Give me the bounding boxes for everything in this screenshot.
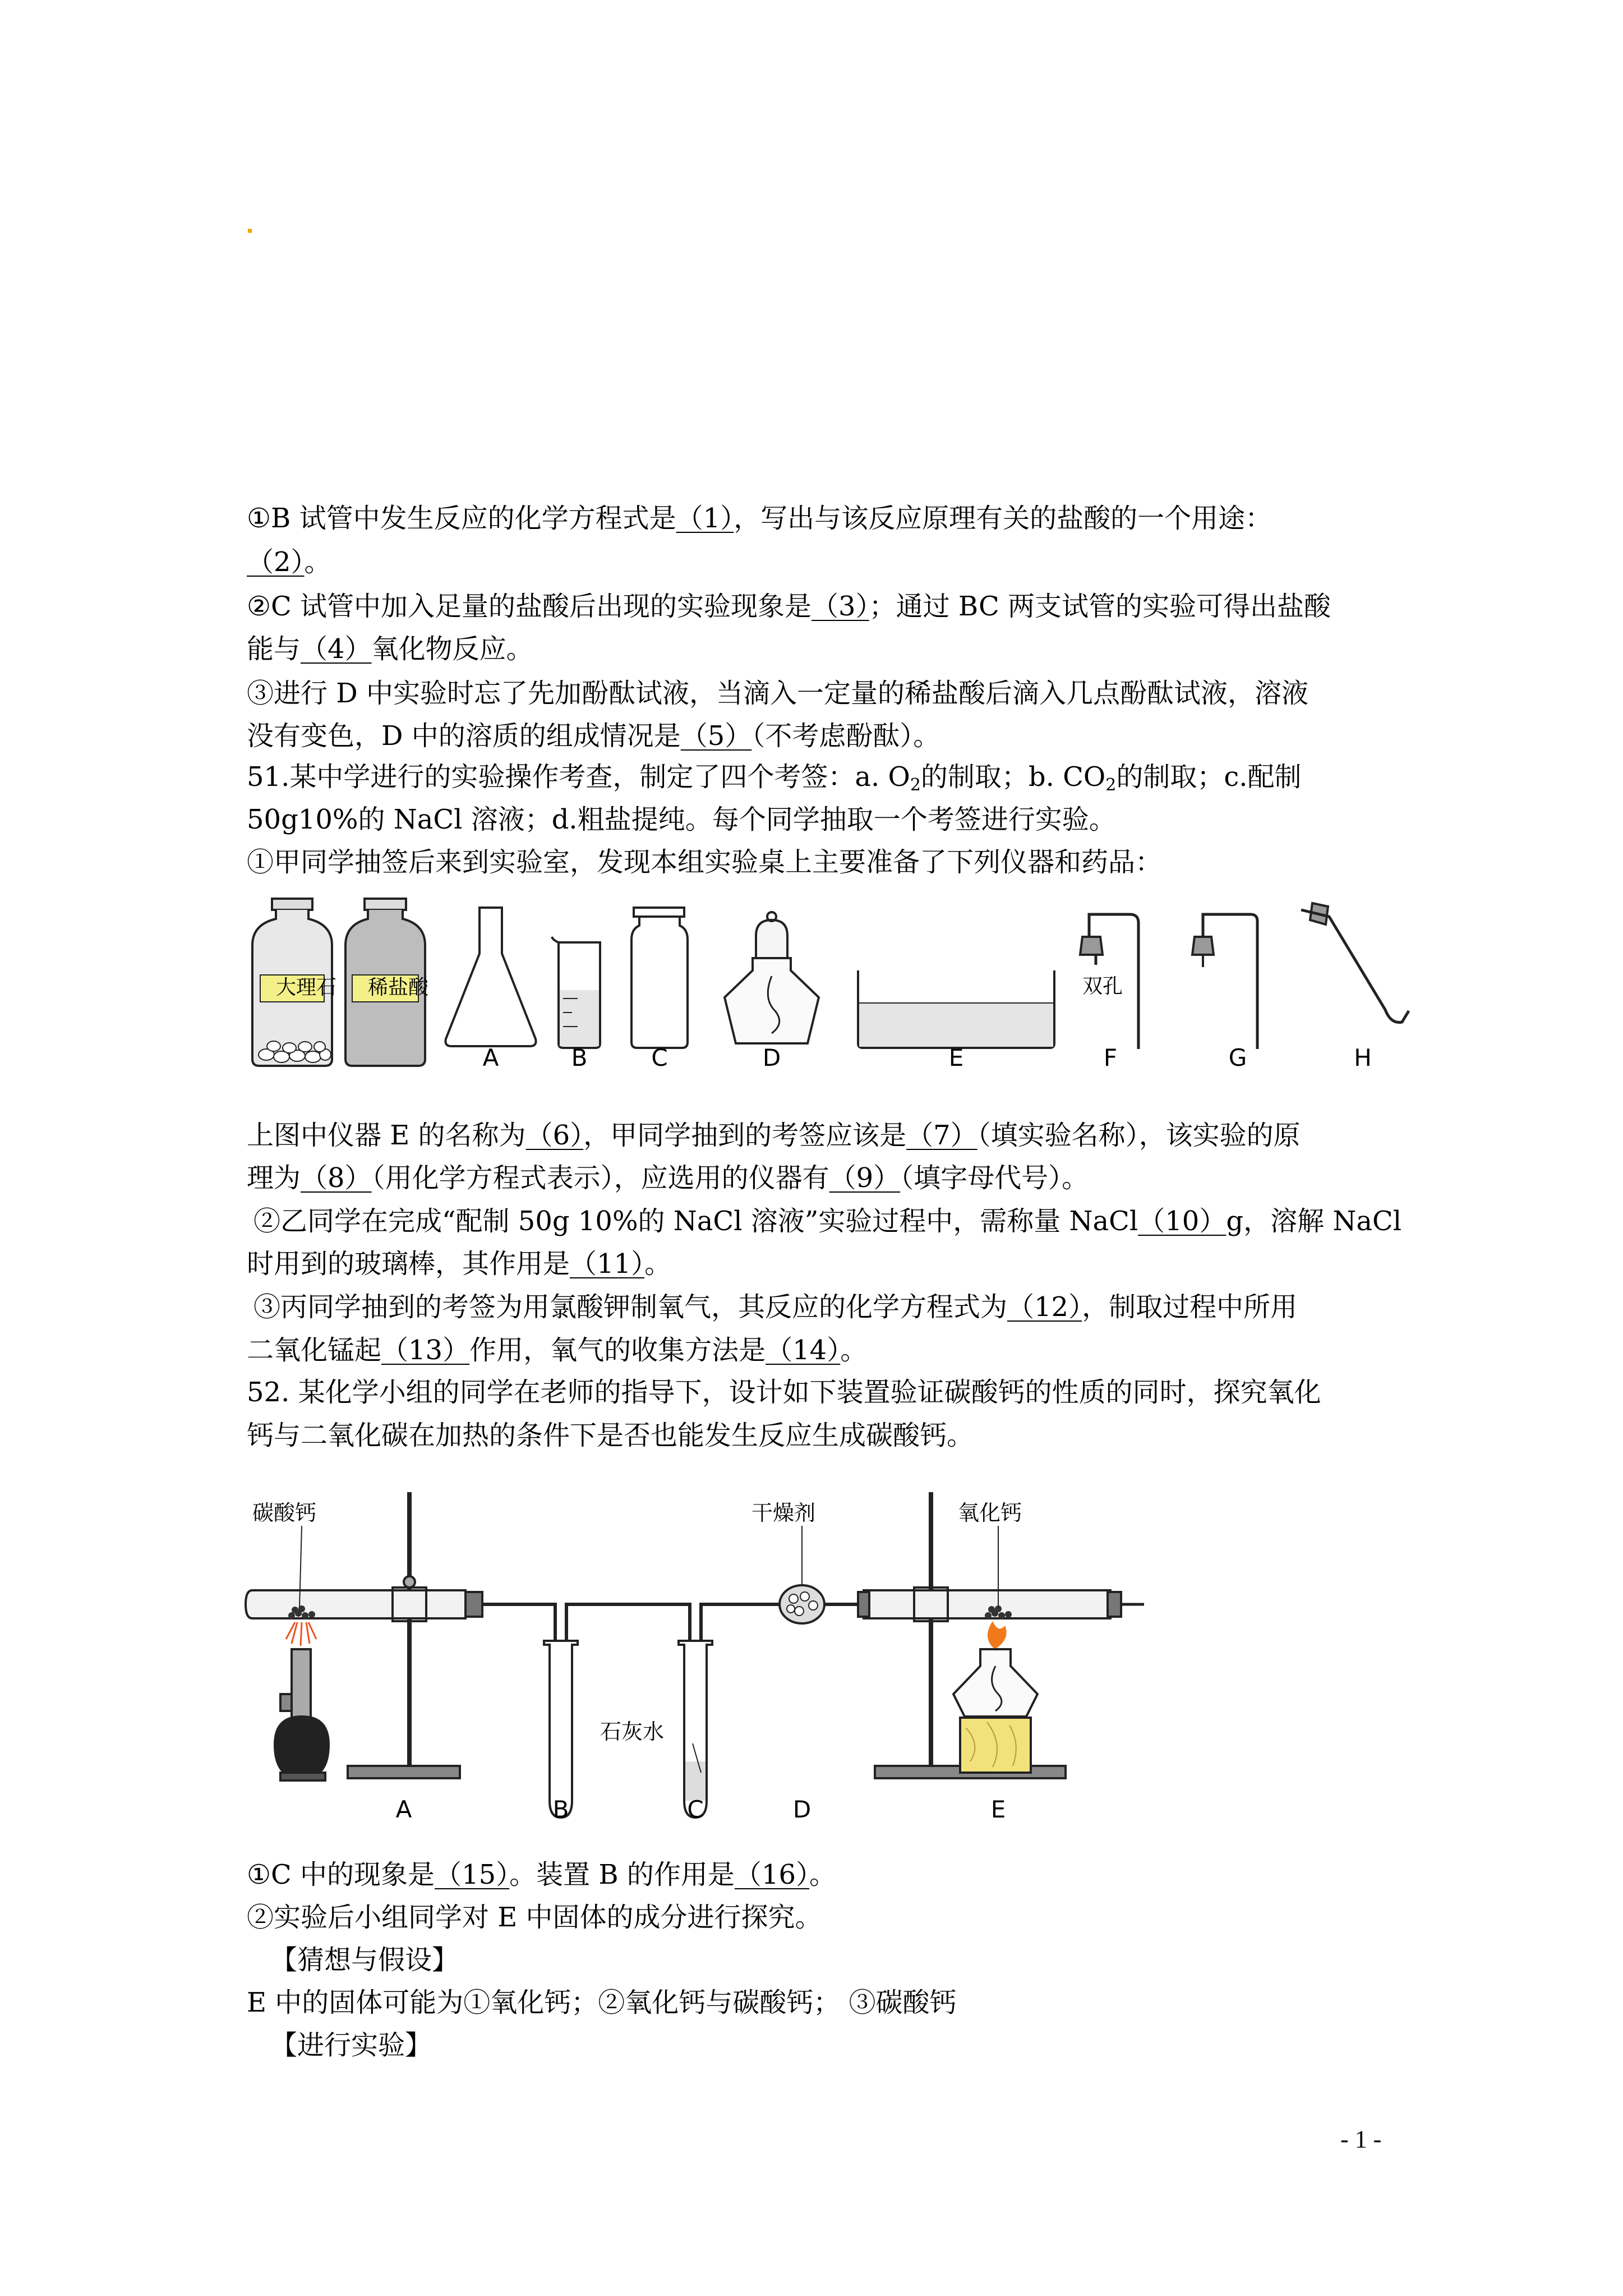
letter-c2: C (687, 1796, 704, 1823)
label-calcium-carbonate: 碳酸钙 (252, 1501, 317, 1525)
q52-line-4: ②实验后小组同学对 E 中固体的成分进行探究。 (247, 1902, 822, 1933)
q2-line-1: ②C 试管中加入足量的盐酸后出现的实验现象是（3）；通过 BC 两支试管的实验可得出盐酸 (247, 591, 1331, 622)
letter-g: G (1228, 1044, 1247, 1071)
q51-line-4: 上图中仪器 E 的名称为（6），甲同学抽到的考签应该是（7）（填实验名称），该实验的原 (247, 1120, 1301, 1151)
q1-line-1: ①B 试管中发生反应的化学方程式是（1），写出与该反应原理有关的盐酸的一个用途： (247, 503, 1272, 534)
blank-11: （11） (570, 1248, 645, 1280)
blank-2: （2） (247, 546, 305, 578)
letter-a2: A (395, 1796, 412, 1823)
letter-e2: E (990, 1796, 1006, 1823)
q1-line-2: （2）。 (247, 546, 331, 578)
q51-line-1: 51.某中学进行的实验操作考查，制定了四个考签：a. $O_2$的制取；b. $CO_2$的制取；c.配制 (247, 761, 1302, 795)
alcohol-lamp-d (725, 912, 819, 1043)
letter-d: D (762, 1044, 781, 1071)
tube-c (679, 1641, 712, 1818)
blank-13: （13） (381, 1335, 470, 1366)
letter-e: E (948, 1044, 964, 1071)
blank-5: （5） (680, 720, 752, 752)
orange-dot-mark (248, 229, 252, 233)
letter-d2: D (792, 1796, 811, 1823)
q3-line-2: 没有变色，D 中的溶质的组成情况是（5）（不考虑酚酞）。 (247, 720, 940, 752)
letter-h: H (1354, 1044, 1372, 1071)
blank-1: （1） (676, 503, 734, 534)
blank-12: （12） (1007, 1291, 1082, 1323)
gas-bottle-c (631, 908, 688, 1048)
letter-f: F (1103, 1044, 1118, 1071)
blank-6: （6） (525, 1120, 584, 1151)
letter-b: B (571, 1044, 588, 1071)
instruments-figure (241, 892, 1475, 1077)
label-calcium-oxide: 氧化钙 (958, 1501, 1022, 1525)
q52-line-5: 【猜想与假设】 (270, 1944, 459, 1976)
q51-line-8: ③丙同学抽到的考签为用氯酸钾制氧气，其反应的化学方程式为（12），制取过程中所用 (253, 1291, 1298, 1323)
drying-tube-d (780, 1585, 824, 1623)
bent-tube-h (1301, 903, 1409, 1023)
blank-15: （15） (435, 1859, 510, 1890)
blank-8: （8） (301, 1162, 372, 1194)
conical-flask-a (445, 908, 536, 1046)
q52-line-6: E 中的固体可能为①氧化钙；②氧化钙与碳酸钙； ③碳酸钙 (247, 1987, 957, 2018)
blank-10: （10） (1138, 1205, 1227, 1237)
letter-c: C (651, 1044, 668, 1071)
apparatus-figure (241, 1481, 1183, 1829)
bottle1-label: 大理石 (276, 976, 337, 999)
blank-4: （4） (301, 633, 372, 665)
two-hole-label: 双孔 (1082, 975, 1123, 998)
q51-line-5: 理为（8）（用化学方程式表示），应选用的仪器有（9）（填字母代号）。 (247, 1162, 1089, 1194)
letter-a: A (482, 1044, 499, 1071)
q52-line-7: 【进行实验】 (270, 2030, 432, 2061)
q51-line-3: ①甲同学抽签后来到实验室，发现本组实验桌上主要准备了下列仪器和药品： (247, 846, 1163, 878)
q52-line-1: 52. 某化学小组的同学在老师的指导下，设计如下装置验证碳酸钙的性质的同时，探究氧化 (247, 1377, 1321, 1408)
label-limewater: 石灰水 (600, 1719, 665, 1744)
label-desiccant: 干燥剂 (751, 1501, 816, 1525)
q51-line-6: ②乙同学在完成“配制 50g 10%的 NaCl 溶液”实验过程中，需称量 NaCl（10）g，溶解 NaCl (253, 1205, 1402, 1237)
q2-line-2: 能与（4）氧化物反应。 (247, 633, 533, 665)
q51-line-2: 50g10%的 NaCl 溶液；d.粗盐提纯。每个同学抽取一个考签进行实验。 (247, 804, 1116, 835)
blank-9: （9） (829, 1162, 901, 1194)
blank-14: （14） (766, 1335, 841, 1366)
blank-3: （3） (811, 591, 869, 622)
q52-line-3: ①C 中的现象是（15）。装置 B 的作用是（16）。 (247, 1859, 837, 1890)
water-trough-e (858, 970, 1054, 1048)
bottle2-label: 稀盐酸 (368, 976, 429, 999)
apparatus-e (858, 1492, 1144, 1778)
q52-line-2: 钙与二氧化碳在加热的条件下是否也能发生反应生成碳酸钙。 (247, 1420, 974, 1451)
beaker-b (552, 937, 600, 1048)
apparatus-a (246, 1492, 482, 1780)
q51-line-9: 二氧化锰起（13）作用，氧气的收集方法是（14）。 (247, 1335, 868, 1366)
single-hole-stopper-tube-g (1192, 914, 1257, 1049)
blank-7: （7） (906, 1120, 978, 1151)
q51-line-7: 时用到的玻璃棒，其作用是（11）。 (247, 1248, 672, 1280)
letter-b2: B (552, 1796, 569, 1823)
tube-b (544, 1641, 578, 1818)
q3-line-1: ③进行 D 中实验时忘了先加酚酞试液，当滴入一定量的稀盐酸后滴入几点酚酞试液，溶液 (247, 678, 1309, 709)
page-number: - 1 - (1340, 2125, 1382, 2153)
blank-16: （16） (734, 1859, 810, 1890)
